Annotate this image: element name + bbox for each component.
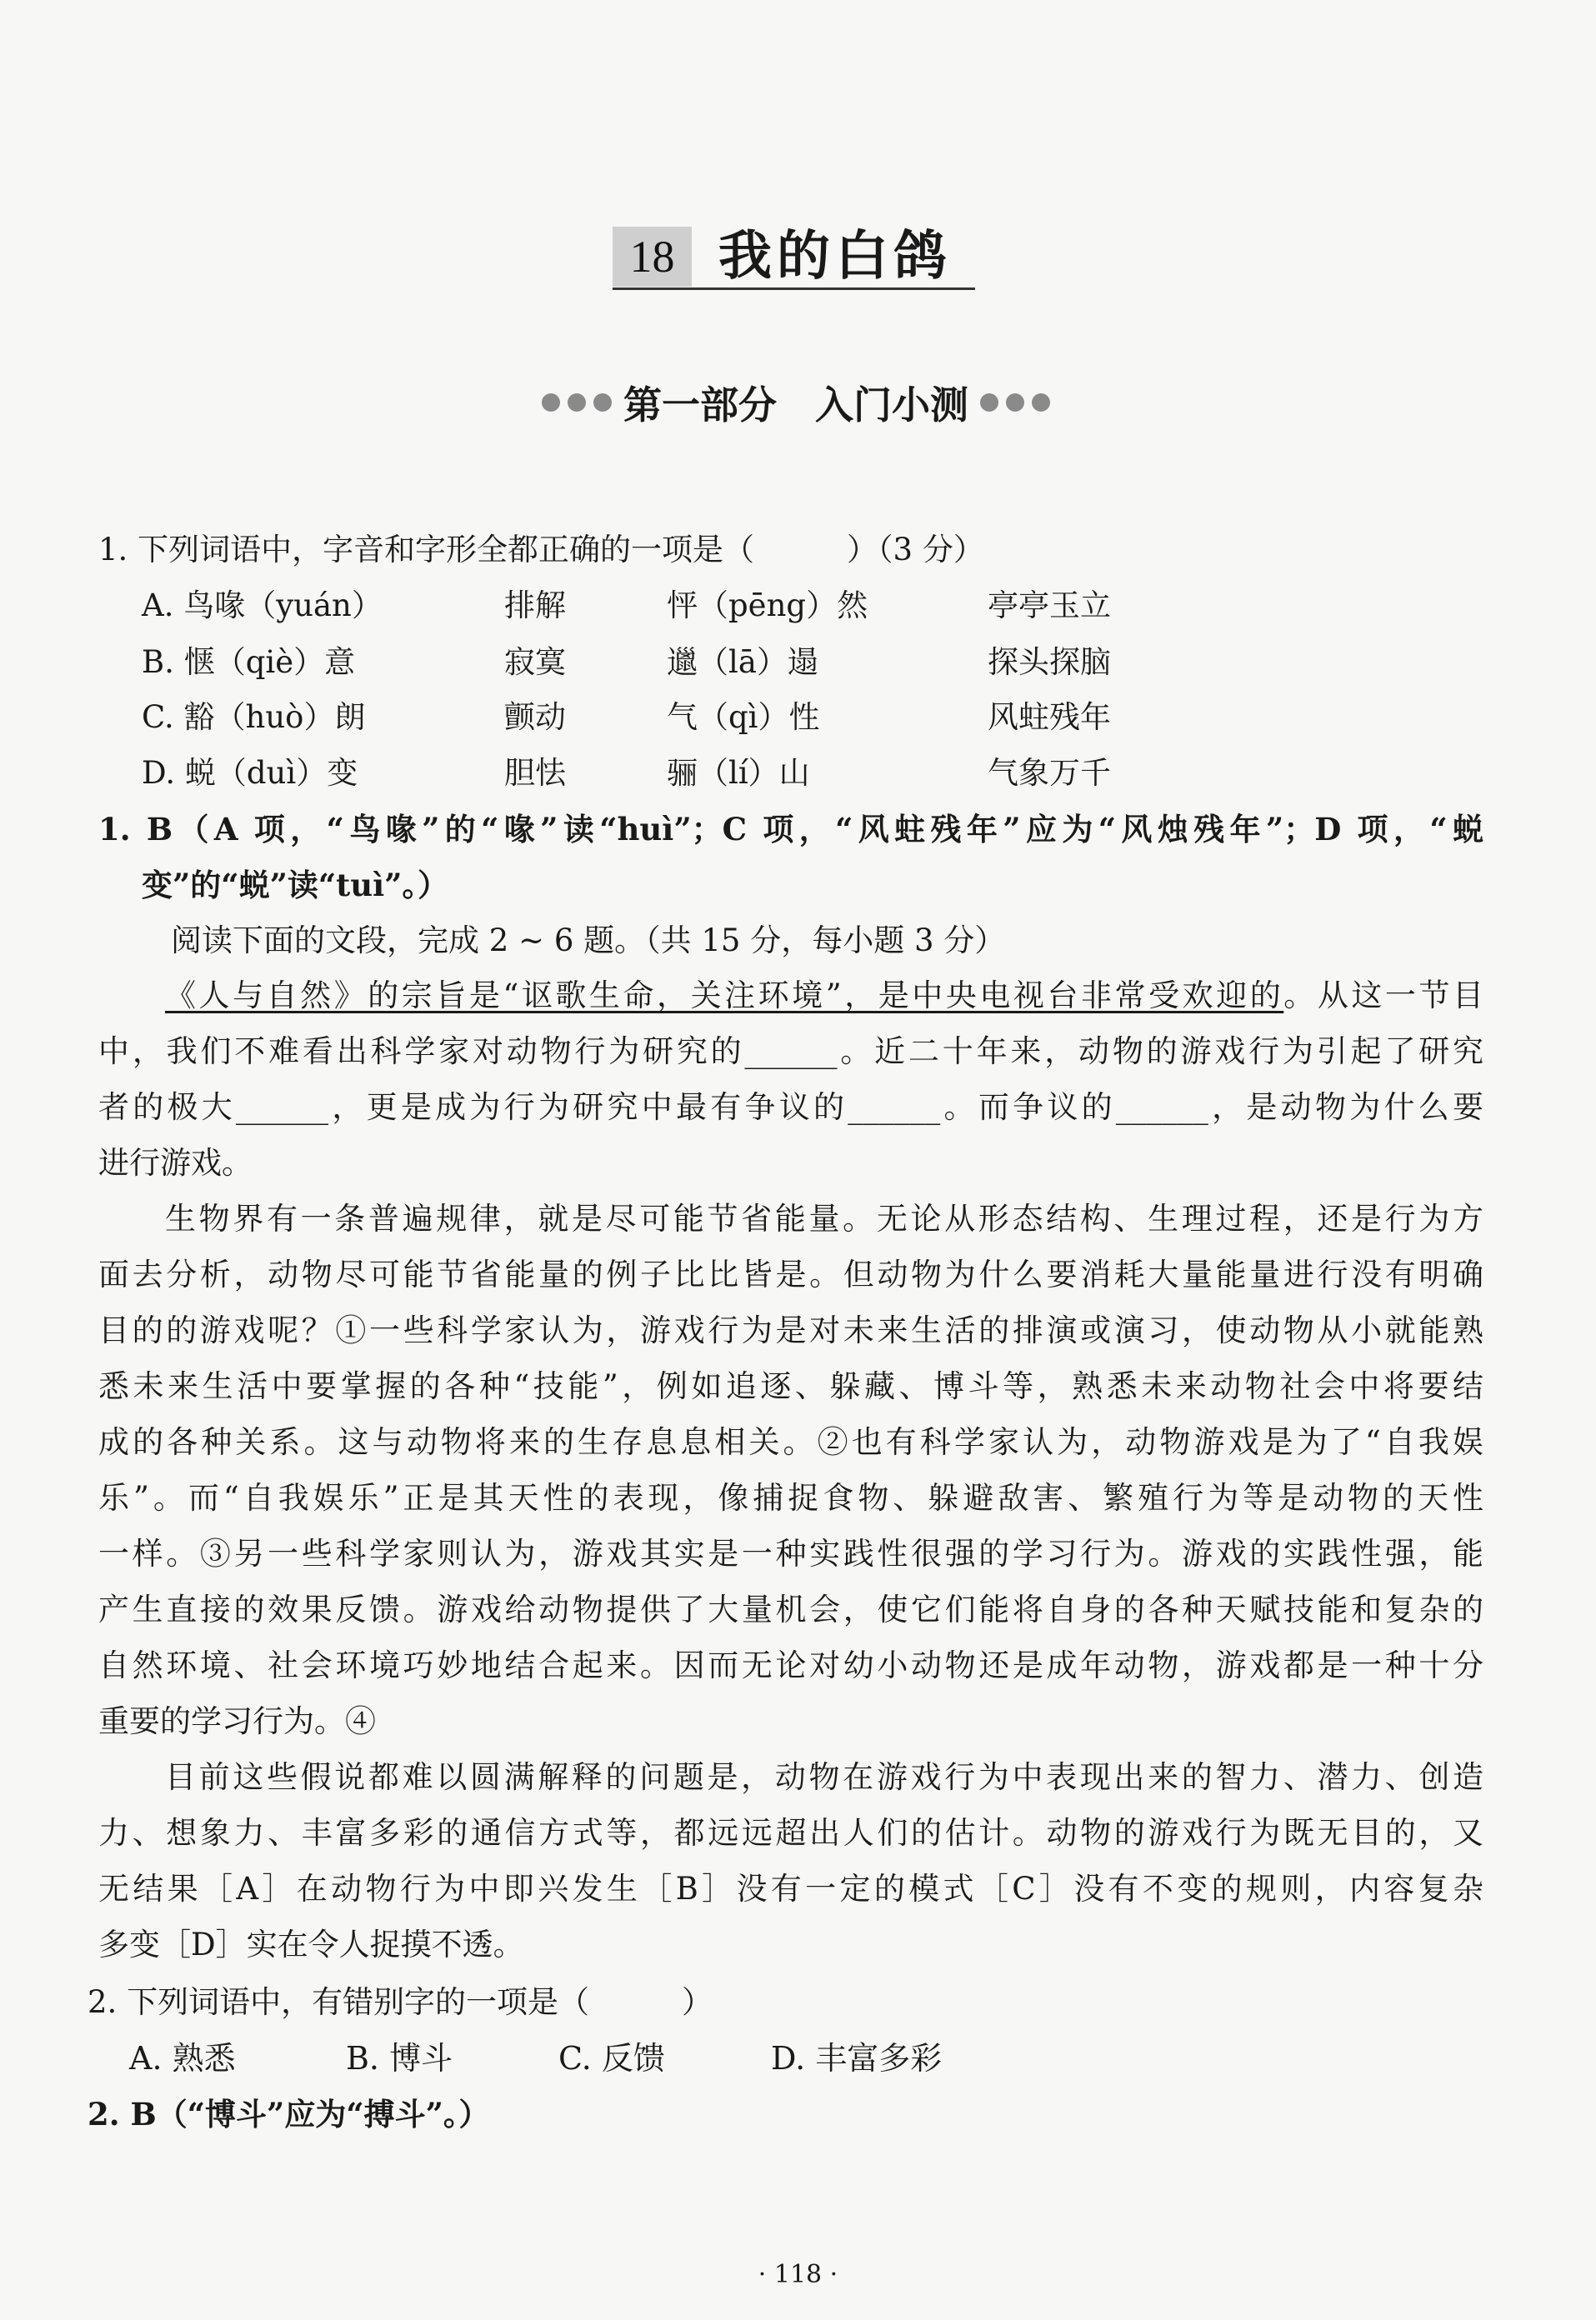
passage-p1-line-1: 《人与自然》的宗旨是“讴歌生命，关注环境”，是中央电视台非常受欢迎的。从这一节目: [165, 978, 1483, 1013]
passage-underlined-sentence: 《人与自然》的宗旨是“讴歌生命，关注环境”，是中央电视台非常受欢迎的: [165, 978, 1284, 1013]
passage-p2-line: 成的各种关系。这与动物将来的生存息息相关。②也有科学家认为，动物游戏是为了“自我娱: [98, 1424, 1483, 1460]
passage-p2-line: 自然环境、社会环境巧妙地结合起来。因而无论对幼小动物还是成年动物，游戏都是一种十分: [98, 1648, 1483, 1683]
q1-answer-line-1: 1. B（A 项，“鸟喙”的“喙”读“huì”；C 项，“风蛀残年”应为“风烛残年”；D 项，“蜕: [98, 811, 1483, 848]
q1-answer-line-2: 变”的“蜕”读“tuì”。）: [142, 867, 448, 903]
passage-p2-line: 乐”。而“自我娱乐”正是其天性的表现，像捕捉食物、躲避敌害、繁殖行为等是动物的天性: [98, 1480, 1483, 1516]
passage-p2-line: 目的的游戏呢？①一些科学家认为，游戏行为是对未来生活的排演或演习，使动物从小就能熟: [98, 1312, 1483, 1348]
passage-p3-line: 无结果［A］在动物行为中即兴发生［B］没有一定的模式［C］没有不变的规则，内容复杂: [98, 1871, 1483, 1907]
passage-p1-line: 进行游戏。: [98, 1145, 253, 1181]
passage-p2-line: 一样。③另一些科学家则认为，游戏其实是一种实践性很强的学习行为。游戏的实践性强，能: [98, 1536, 1483, 1572]
passage-p2-line: 产生直接的效果反馈。游戏给动物提供了大量机会，使它们能将自身的各种天赋技能和复杂的: [98, 1592, 1483, 1628]
passage-p2-line: 生物界有一条普遍规律，就是尽可能节省能量。无论从形态结构、生理过程，还是行为方: [165, 1201, 1483, 1237]
passage-intro: 阅读下面的文段，完成 2 ~ 6 题。（共 15 分，每小题 3 分）: [171, 922, 1006, 958]
left-dots-decoration: [542, 393, 612, 412]
passage-p2-line: 悉未来生活中要掌握的各种“技能”，例如追逐、躲藏、博斗等，熟悉未来动物社会中将要结: [98, 1368, 1483, 1404]
q2-stem: 2. 下列词语中，有错别字的一项是（ ）: [88, 1984, 713, 2020]
passage-p3-line: 多变［D］实在令人捉摸不透。: [98, 1927, 524, 1962]
right-dots-decoration: [980, 393, 1050, 412]
q2-answer: 2. B（“博斗”应为“搏斗”。）: [88, 2096, 490, 2132]
q1-stem: 1. 下列词语中，字音和字形全都正确的一项是（ ）（3 分）: [98, 532, 984, 568]
passage-p1-line: 者的极大______，更是成为行为研究中最有争议的______。而争议的______，是动物为什么要: [98, 1089, 1483, 1125]
passage-p1-line: 中，我们不难看出科学家对动物行为研究的______。近二十年来，动物的游戏行为引起了研究: [98, 1033, 1483, 1069]
q2-option-d: D. 丰富多彩: [771, 2040, 943, 2077]
section-heading: [492, 373, 1100, 432]
passage-p3-line: 目前这些假说都难以圆满解释的问题是，动物在游戏行为中表现出来的智力、潜力、创造: [165, 1759, 1483, 1795]
q2-option-b: B. 博斗: [346, 2040, 453, 2077]
q2-option-a: A. 熟悉: [129, 2040, 236, 2077]
title-underline: [613, 288, 975, 290]
lesson-title: 我的白鸽: [718, 225, 952, 288]
page-number: · 118 ·: [758, 2260, 838, 2289]
passage-p2-line: 面去分析，动物尽可能节省能量的例子比比皆是。但动物为什么要消耗大量能量进行没有明确: [98, 1257, 1483, 1292]
lesson-number: 18: [613, 227, 692, 287]
q2-option-c: C. 反馈: [558, 2040, 665, 2077]
passage-p2-line: 重要的学习行为。④: [98, 1703, 376, 1739]
passage-p3-line: 力、想象力、丰富多彩的通信方式等，都远远超出人们的估计。动物的游戏行为既无目的，又: [98, 1815, 1483, 1851]
section-title: 第一部分 入门小测: [623, 382, 968, 428]
